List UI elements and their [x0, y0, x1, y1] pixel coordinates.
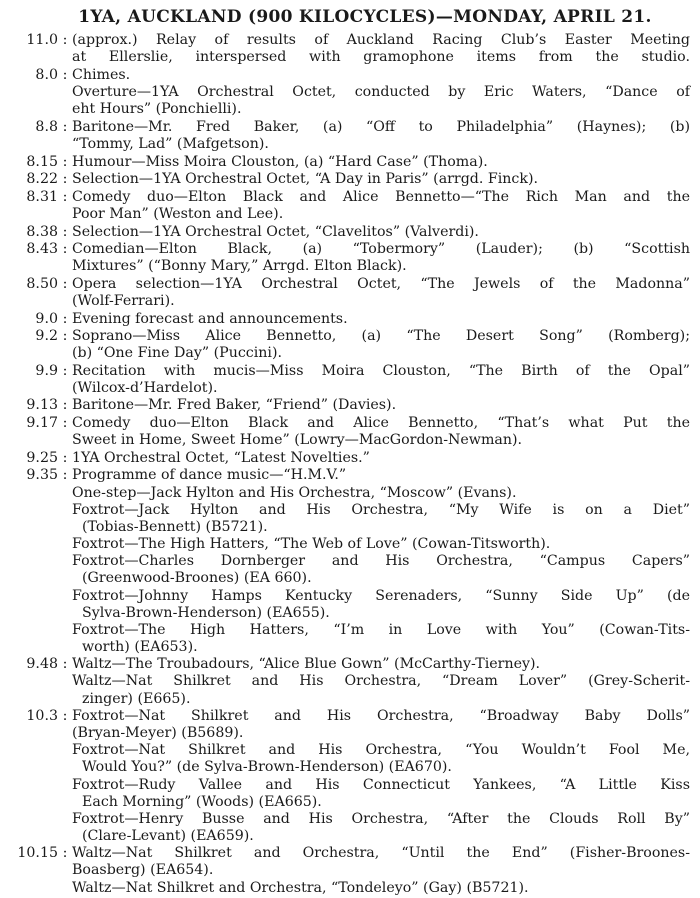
entry-line: (Wilcox-d’Hardelot). — [72, 379, 218, 396]
entry-line: 1YA Orchestral Octet, “Latest Novelties.” — [72, 449, 370, 466]
programme-entry — [6, 171, 690, 188]
programme-entry — [6, 224, 690, 241]
entry-time: 10.3 — [26, 707, 58, 724]
dance-item — [6, 553, 690, 587]
entry-separator: : — [62, 310, 68, 327]
entry-time: 8.15 — [26, 153, 58, 170]
entry-time: 9.13 — [26, 397, 58, 414]
programme-entry — [6, 119, 690, 153]
dance-item — [6, 673, 690, 707]
entry-text — [72, 328, 690, 362]
programme-entry — [6, 241, 690, 275]
entry-separator: : — [62, 415, 68, 432]
entry-text — [72, 397, 690, 414]
dance-item-line: Foxtrot—Nat Shilkret and His Orchestra, “You Wouldn’t Fool Me, — [72, 742, 690, 759]
entry-time: 9.35 — [26, 467, 58, 484]
entry-text — [72, 241, 690, 275]
dance-item-line: Sylva-Brown-Henderson) (EA655). — [82, 604, 330, 621]
dance-item-line: (Tobias-Bennett) (B5721). — [82, 519, 268, 536]
entry-line: Opera selection—1YA Orchestral Octet, “The Jewels of the Madonna” — [72, 275, 690, 292]
entry-text — [72, 224, 690, 241]
entry-separator: : — [62, 118, 68, 135]
entry-separator: : — [62, 223, 68, 240]
entry-line: Poor Man” (Weston and Lee). — [72, 205, 284, 222]
programme-entry — [6, 189, 690, 223]
dance-item — [6, 485, 690, 502]
entry-text — [72, 154, 690, 171]
programme-entry — [6, 708, 690, 742]
entry-time: 9.2 — [35, 328, 58, 345]
entry-line: Programme of dance music—“H.M.V.” — [72, 467, 347, 484]
entry-separator: : — [62, 707, 68, 724]
entry-line: Baritone—Mr. Fred Baker, (a) “Off to Philadelphia” (Haynes); (b) — [72, 118, 690, 135]
entry-line: Waltz—The Troubadours, “Alice Blue Gown” (McCarthy-Tierney). — [72, 655, 541, 672]
entry-time: 8.50 — [26, 275, 58, 292]
entry-separator: : — [62, 655, 68, 672]
programme-entry — [6, 397, 690, 414]
entry-line: at Ellerslie, interspersed with gramophone items from the studio. — [72, 49, 690, 66]
entry-line: Comedy duo—Elton Black and Alice Bennetto—“The Rich Man and the — [72, 188, 690, 205]
entry-line: Humour—Miss Moira Clouston, (a) “Hard Case” (Thoma). — [72, 153, 488, 170]
entry-separator: : — [62, 362, 68, 379]
entry-line: Overture—1YA Orchestral Octet, conducted by Eric Waters, “Dance of — [72, 84, 690, 101]
entry-time: 8.38 — [26, 223, 58, 240]
entry-text — [72, 311, 690, 328]
entry-time: 8.22 — [26, 171, 58, 188]
entry-time: 8.8 — [35, 118, 58, 135]
programme-entry — [6, 656, 690, 673]
dance-item-line: Foxtrot—Johnny Hamps Kentucky Serenaders, “Sunny Side Up” (de — [72, 587, 690, 604]
dance-item — [6, 588, 690, 622]
entry-time: 9.0 — [35, 310, 58, 327]
entry-separator: : — [62, 171, 68, 188]
entry-text — [72, 171, 690, 188]
dance-item-line: zinger) (E665). — [82, 690, 191, 707]
entry-time: 8.31 — [26, 188, 58, 205]
entry-line: Soprano—Miss Alice Bennetto, (a) “The Desert Song” (Romberg); — [72, 328, 690, 345]
entry-separator: : — [62, 275, 68, 292]
entry-line: Selection—1YA Orchestral Octet, “A Day in Paris” (arrgd. Finck). — [72, 171, 539, 188]
dance-item — [6, 502, 690, 536]
programme-entry — [6, 328, 690, 362]
dance-item — [6, 742, 690, 776]
dance-item-line: One-step—Jack Hylton and His Orchestra, “Moscow” (Evans). — [72, 484, 517, 501]
programme-entry — [6, 363, 690, 397]
entry-line: (b) “One Fine Day” (Puccini). — [72, 345, 282, 362]
entry-line: (Bryan-Meyer) (B5689). — [72, 724, 244, 741]
entry-separator: : — [62, 328, 68, 345]
entry-line: Recitation with mucis—Miss Moira Clouston, “The Birth of the Opal” — [72, 362, 690, 379]
entry-separator: : — [62, 467, 68, 484]
dance-item-line: Foxtrot—The High Hatters, “The Web of Love” (Cowan-Titsworth). — [72, 536, 551, 553]
entry-line: Comedian—Elton Black, (a) “Tobermory” (Lauder); (b) “Scottish — [72, 241, 690, 258]
programme-entry — [6, 32, 690, 66]
entry-separator: : — [62, 844, 68, 861]
dance-item-line: Foxtrot—Henry Busse and His Orchestra, “After the Clouds Roll By” — [72, 810, 690, 827]
dance-item-line: Foxtrot—Jack Hylton and His Orchestra, “My Wife is on a Diet” — [72, 502, 690, 519]
entry-text — [72, 845, 690, 879]
programme-entry — [6, 845, 690, 879]
dance-item-line: Would You?” (de Sylva-Brown-Henderson) (EA670). — [82, 759, 452, 776]
dance-item-line: worth) (EA653). — [82, 638, 198, 655]
entry-separator: : — [62, 153, 68, 170]
entry-text — [72, 708, 690, 742]
programme-entry — [6, 415, 690, 449]
programme-entry — [6, 67, 690, 84]
entry-separator: : — [62, 188, 68, 205]
entry-text — [72, 467, 690, 484]
dance-item — [6, 880, 690, 897]
entry-line: eht Hours” (Ponchielli). — [72, 101, 242, 118]
entry-text — [72, 363, 690, 397]
entry-text — [72, 276, 690, 310]
entry-text — [72, 67, 690, 84]
entry-separator: : — [62, 397, 68, 414]
dance-item — [6, 777, 690, 811]
entry-line: (Wolf-Ferrari). — [72, 292, 175, 309]
entry-line: Foxtrot—Nat Shilkret and His Orchestra, “Broadway Baby Dolls” — [72, 707, 690, 724]
entry-time: 8.43 — [26, 241, 58, 258]
dance-item-line: Waltz—Nat Shilkret and Orchestra, “Tondeleyo” (Gay) (B5721). — [72, 879, 529, 896]
dance-item-line: Foxtrot—Charles Dornberger and His Orchestra, “Campus Capers” — [72, 553, 690, 570]
dance-item-line: (Clare-Levant) (EA659). — [82, 827, 254, 844]
entry-text — [72, 415, 690, 449]
dance-item-line: Waltz—Nat Shilkret and His Orchestra, “Dream Lover” (Grey-Scherit- — [72, 673, 690, 690]
entry-text — [72, 84, 690, 118]
entry-line: Evening forecast and announcements. — [72, 310, 348, 327]
entry-text — [72, 450, 690, 467]
dance-item-line: Foxtrot—The High Hatters, “I’m in Love with You” (Cowan-Tits- — [72, 621, 690, 638]
programme-entry — [6, 467, 690, 484]
programme-entry — [6, 311, 690, 328]
page-title: 1YA, AUCKLAND (900 KILOCYCLES)—MONDAY, APRIL 21. — [78, 7, 652, 27]
entry-time: 9.9 — [35, 362, 58, 379]
programme-list — [0, 32, 700, 897]
entry-line: Comedy duo—Elton Black and Alice Bennetto, “That’s what Put the — [72, 415, 690, 432]
entry-separator: : — [62, 449, 68, 466]
entry-line: Selection—1YA Orchestral Octet, “Clavelitos” (Valverdi). — [72, 223, 479, 240]
dance-item-line: (Greenwood-Broones) (EA 660). — [82, 570, 312, 587]
entry-line: Boasberg) (EA654). — [72, 862, 214, 878]
entry-line: (approx.) Relay of results of Auckland Racing Club’s Easter Meeting — [72, 32, 690, 48]
entry-time: 9.48 — [26, 655, 58, 672]
programme-entry — [6, 154, 690, 171]
entry-line: Chimes. — [72, 66, 131, 83]
entry-text — [72, 32, 690, 66]
dance-item — [6, 811, 690, 845]
entry-line: Sweet in Home, Sweet Home” (Lowry—MacGordon-Newman). — [72, 432, 523, 449]
dance-item — [6, 536, 690, 553]
entry-time: 9.25 — [26, 449, 58, 466]
dance-item-line: Foxtrot—Rudy Vallee and His Connecticut Yankees, “A Little Kiss — [72, 776, 690, 793]
entry-line: Mixtures” (“Bonny Mary,” Arrgd. Elton Black). — [72, 258, 407, 275]
entry-separator: : — [62, 241, 68, 258]
entry-text — [72, 119, 690, 153]
entry-time: 9.17 — [26, 415, 58, 432]
dance-item-line: Each Morning” (Woods) (EA665). — [82, 793, 322, 810]
entry-line: Waltz—Nat Shilkret and Orchestra, “Until the End” (Fisher-Broones- — [72, 844, 690, 861]
programme-entry — [6, 450, 690, 467]
entry-line: “Tommy, Lad” (Mafgetson). — [72, 136, 269, 153]
entry-text — [72, 656, 690, 673]
entry-separator: : — [62, 32, 68, 48]
entry-time: 11.0 — [26, 32, 58, 48]
entry-separator: : — [62, 66, 68, 83]
entry-text — [72, 189, 690, 223]
entry-line: Baritone—Mr. Fred Baker, “Friend” (Davies). — [72, 397, 397, 414]
entry-time: 8.0 — [35, 66, 58, 83]
programme-entry — [6, 276, 690, 310]
dance-item — [6, 622, 690, 656]
entry-time: 10.15 — [17, 844, 58, 861]
programme-entry — [6, 84, 690, 118]
